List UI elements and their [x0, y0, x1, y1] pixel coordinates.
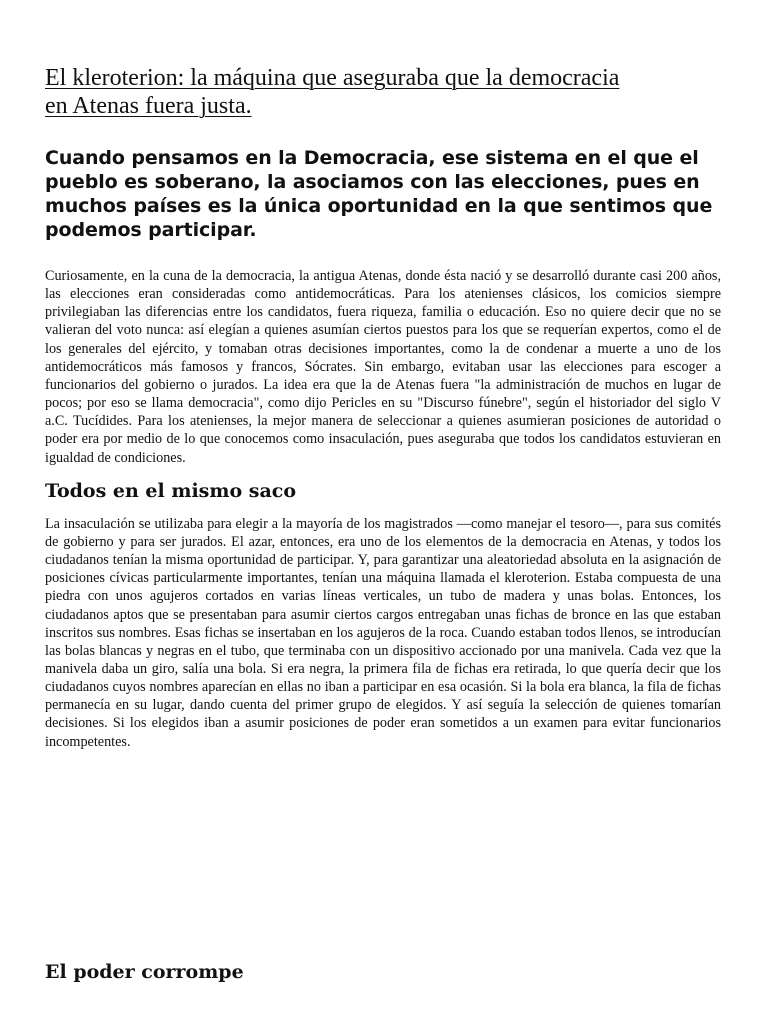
document-title: El kleroterion: la máquina que aseguraba que la democracia en Atenas fuera justa. — [45, 65, 620, 119]
document-page — [45, 64, 721, 983]
body-paragraph-1: Curiosamente, en la cuna de la democracia, la antigua Atenas, donde ésta nació y se desarrolló durante casi 200 años, las elecciones eran consideradas como antidemocráticas. Para los atenienses clásicos, los comicios siempre privilegiaban las diferencias entre los candidatos, fuera riqueza, familia o educación. Eso no quiere decir que no se valieran del voto nunca: así elegían a quienes asumían ciertos puestos para los que se requerían expertos, como el de los generales del ejército, y tomaban otras decisiones importantes, como la de condenar a muerte a uno de los antidemocráticos más famosos y francos, Sócrates. Sin embargo, evitaban usar las elecciones para escoger a funcionarios del gobierno o jurados. La idea era que la de Atenas fuera "la administración de muchos en lugar de pocos; por eso se llama democracia", como dijo Pericles en su "Discurso fúnebre", según el historiador del siglo V a.C. Tucídides. Para los atenienses, la mejor manera de seleccionar a quienes asumieran posiciones de autoridad o poder era por medio de lo que conocemos como insaculación, pues aseguraba que todos los candidatos estuvieran en igualdad de condiciones. — [45, 268, 721, 466]
lead-paragraph: Cuando pensamos en la Democracia, ese sistema en el que el pueblo es soberano, la asociamos con las elecciones, pues en muchos países es la única oportunidad en la que sentimos que podemos participar. — [45, 147, 713, 241]
body-paragraph-2: La insaculación se utilizaba para elegir a la mayoría de los magistrados —como manejar el tesoro—, para sus comités de gobierno y para ser jurados. El azar, entonces, era uno de los elementos de la democracia en Atenas, y todos los ciudadanos tenían la misma oportunidad de participar. Y, para garantizar una aleatoriedad absoluta en la asignación de posiciones cívicas particularmente importantes, tenían una máquina llamada el kleroterion. Estaba compuesta de una piedra con unos agujeros cortados en varias líneas verticales, un tubo de madera y unas bolas. Entonces, los ciudadanos aptos que se presentaban para asumir ciertos cargos entregaban unas fichas de bronce en las que estaban inscritos sus nombres. Esas fichas se insertaban en los agujeros de la roca. Cuando estaban todos llenos, se introducían las bolas blancas y negras en el tubo, que terminaba con un dispositivo accionado por una manivela. Cada vez que la manivela daba un giro, salía una bola. Si era negra, la primera fila de fichas era retirada, lo que quería decir que los ciudadanos cuyos nombres aparecían en ellas no iban a participar en esa ocasión. Si la bola era blanca, la fila de fichas permanecía en su lugar, dando cuenta del primer grupo de elegidos. Y así seguía la selección de quienes tomarían decisiones. Si los elegidos iban a asumir posiciones de poder eran sometidos a un examen para evitar funcionarios incompetentes. — [45, 515, 721, 750]
section-heading-todos-en-el-mismo-saco: Todos en el mismo saco — [45, 479, 296, 502]
section-heading-el-poder-corrompe: El poder corrompe — [45, 961, 244, 983]
